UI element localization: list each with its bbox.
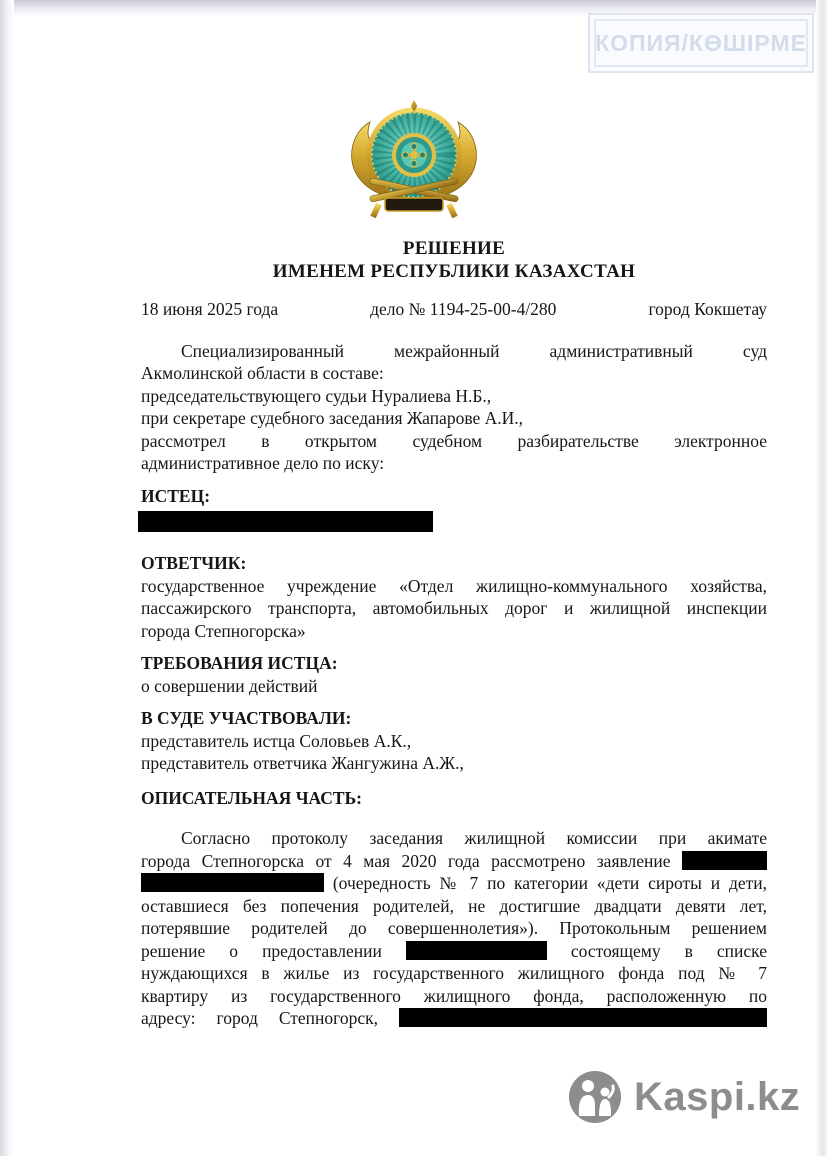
defendant-paragraph	[141, 575, 767, 643]
intro-line: председательствующего судьи Нуралиева Н.Б.,	[141, 385, 492, 406]
decision-date: 18 июня 2025 года	[141, 299, 279, 319]
decision-city: город Кокшетау	[648, 299, 767, 319]
participants-list	[141, 730, 767, 775]
participant-line: представитель ответчика Жангужина А.Ж.,	[141, 753, 464, 773]
defendant-line: города Степногорска»	[141, 620, 306, 641]
defendant-heading: ОТВЕТЧИК:	[141, 553, 247, 573]
meta-row	[141, 298, 767, 321]
kaspi-watermark	[569, 1071, 800, 1123]
plaintiff-heading: ИСТЕЦ:	[141, 485, 211, 506]
copy-stamp-label: КОПИЯ/КӨШІРМЕ	[595, 29, 807, 56]
document-body	[141, 237, 767, 1030]
copy-stamp	[588, 13, 814, 73]
descriptive-heading: ОПИСАТЕЛЬНАЯ ЧАСТЬ:	[141, 787, 363, 808]
intro-line: рассмотрел в открытом судебном разбирательстве электронное	[141, 430, 767, 451]
descriptive-line: нуждающихся в жилье из государственного жилищного фонда под № 7	[141, 963, 767, 983]
page-edge-right	[816, 0, 828, 1156]
descriptive-line: оставшиеся без попечения родителей, не достигшие двадцати девяти лет,	[141, 895, 767, 916]
page-edge-left	[0, 0, 14, 1156]
claims-text: о совершении действий	[141, 675, 318, 696]
intro-line: административное дело по иску:	[141, 453, 385, 473]
document-title-line2: ИМЕНЕМ РЕСПУБЛИКИ КАЗАХСТАН	[272, 261, 636, 282]
descriptive-line: адресу: город Степногорск,	[141, 1007, 767, 1030]
intro-line: Специализированный межрайонный административный суд	[181, 340, 767, 361]
intro-line: Акмолинской области в составе:	[141, 363, 384, 383]
redaction-bar	[406, 941, 547, 960]
defendant-line: пассажирского транспорта, автомобильных дорог и жилищной инспекции	[141, 598, 767, 618]
kaspi-brand-text: Kaspi.kz	[634, 1075, 801, 1119]
redaction-bar-plaintiff	[138, 511, 433, 532]
redaction-bar	[682, 851, 767, 870]
descriptive-line: решение о предоставлении состоящему в списке	[141, 940, 767, 961]
document-title-line1: РЕШЕНИЕ	[402, 238, 506, 259]
descriptive-line: Согласно протоколу заседания жилищной комиссии при акимате	[181, 828, 767, 848]
kazakhstan-coat-of-arms-icon	[338, 98, 490, 231]
intro-paragraph	[141, 340, 767, 475]
descriptive-line: потерявшие родителей до совершеннолетия»). Протокольным решением	[141, 918, 767, 938]
descriptive-paragraph	[141, 827, 767, 1030]
claims-heading: ТРЕБОВАНИЯ ИСТЦА:	[141, 653, 338, 673]
case-number: дело № 1194-25-00-4/280	[370, 299, 557, 319]
descriptive-line: города Степногорска от 4 мая 2020 года рассмотрено заявление	[141, 850, 767, 873]
participant-line: представитель истца Соловьев А.К.,	[141, 730, 412, 751]
participants-heading: В СУДЕ УЧАСТВОВАЛИ:	[141, 708, 352, 728]
descriptive-line: (очередность № 7 по категории «дети сироты и дети,	[141, 872, 767, 895]
defendant-line: государственное учреждение «Отдел жилищно-коммунального хозяйства,	[141, 575, 767, 596]
descriptive-line: квартиру из государственного жилищного фонда, расположенную по	[141, 985, 767, 1006]
intro-line: при секретаре судебного заседания Жапарове А.И.,	[141, 408, 524, 428]
redaction-bar	[399, 1008, 767, 1027]
kaspi-logo-icon	[569, 1071, 621, 1123]
redaction-bar	[141, 873, 324, 892]
